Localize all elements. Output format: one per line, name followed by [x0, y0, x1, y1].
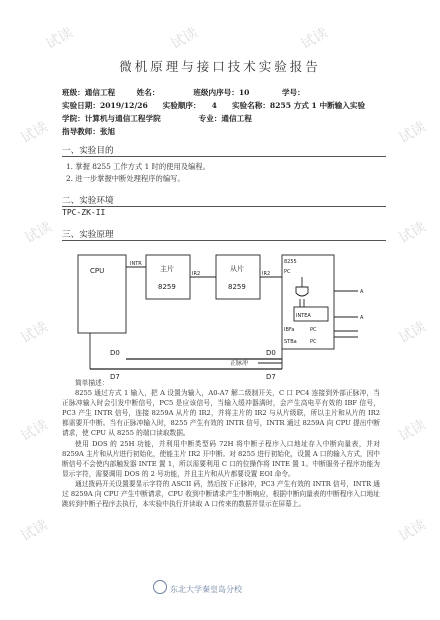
- watermark-text: 试读: [396, 318, 429, 347]
- master-label-1: 主片: [160, 265, 174, 273]
- pc-top-label: PC: [284, 269, 291, 275]
- slave-8259-box: [216, 255, 260, 299]
- watermark-text: 试读: [396, 118, 429, 147]
- watermark-text: 试读: [43, 24, 76, 53]
- info-row-4: [62, 126, 115, 137]
- watermark-text: 试读: [396, 416, 429, 445]
- info-row-3: [62, 113, 252, 124]
- section-heading-purpose: 一、实验目的: [62, 146, 114, 156]
- university-logo-icon: [153, 580, 167, 594]
- section-heading-environment: 二、实验环境: [62, 196, 114, 206]
- section-rule: [62, 240, 386, 241]
- class-field: 班级：通信工程: [62, 88, 116, 97]
- master-8259-box: [146, 255, 190, 299]
- pulse-label: 正脉冲: [230, 360, 249, 367]
- report-title: 微机原理与接口技术实验报告: [119, 59, 321, 74]
- order-value: 4: [211, 101, 217, 110]
- watermark-text: 试读: [298, 24, 331, 53]
- watermark-text: 试读: [18, 318, 51, 347]
- intea-label: INTEA: [296, 313, 311, 319]
- footer-university: 东北大学秦皇岛分校: [170, 585, 242, 594]
- body-text: [62, 378, 380, 509]
- ir2-master-label: IR2: [192, 271, 201, 277]
- d7-left-label: D7: [110, 373, 120, 381]
- teacher-field: 指导教师：张旭: [62, 127, 116, 136]
- watermark-text: 试读: [22, 218, 55, 247]
- purpose-item-2: 2. 进一步掌握中断处理程序的编写。: [66, 174, 185, 183]
- chip-8255-label: 8255: [284, 259, 297, 265]
- circuit-diagram: [70, 247, 370, 381]
- order-label: 实验顺序：: [162, 101, 201, 110]
- purpose-item-1: 1. 掌握 8255 工作方式 1 时的使用及编程。: [66, 162, 210, 171]
- watermark-text: 试读: [396, 516, 429, 545]
- major-field: 专业：通信工程: [198, 114, 252, 123]
- paragraph-2: 使用 DOS 的 25H 功能，并利用中断类型码 72H 将中断子程序入口地址存入中断向量表，并对 8259A 主片和从片进行初始化，使能主片 IR2 开中断。对 8255 进行初始化，设置 A 口的输入方式，因中断信号不会使内部触发器 INTE 置 1，所以需要利用 C 口的位操作将 INTE 置 1。中断服务子程序功能为显示字符，需要调用 DOS 的 2 号功能，并且主片和从片都要设置 EOI 命令。: [62, 439, 380, 478]
- watermark-text: 试读: [168, 24, 201, 53]
- name-field: 姓名：: [136, 88, 160, 97]
- ibfa-label: IBFa: [284, 327, 295, 333]
- watermark-text: 试读: [18, 118, 51, 147]
- ir2-slave-label: IR2: [262, 271, 271, 277]
- student-id-field: 学号：: [281, 88, 305, 97]
- date-field: 实验日期：2019/12/26: [62, 101, 148, 110]
- slave-label-1: 从片: [230, 265, 244, 273]
- paragraph-3: 通过拨码开关设置要显示字符的 ASCII 码，然后按下正脉冲，PC3 产生有效的 INTR 信号，INTR 通过 8259A 向 CPU 产生中断请求，CPU 收到中断请求产生中断响应，根据中断向量表的中断程序入口地址跳转到中断子程序去执行，本实验中执行并读取 A 口传来的数据并显示在屏幕上。: [62, 479, 380, 509]
- pc-b-label: PC: [310, 339, 317, 345]
- cpu-label: CPU: [90, 267, 105, 275]
- seat-number-field: 班级内序号：10: [193, 88, 250, 97]
- experiment-name-field: 实验名称：8255 方式 1 中断输入实验: [231, 101, 366, 110]
- d0-right-label: D0: [266, 349, 276, 357]
- paragraph-1: 8255 通过方式 1 输入，把 A 设置为输入，A0-A7 解二级制开关，C 口 PC4 连接到外部正脉冲，当正脉冲输入时会引发中断信号，PC5 是应该信号，当输入缓冲器满时，会产生高电平有效的 IBF 信号，PC3 产生 INTR 信号，连接 8259A 从片的 IR2，并将主片的 IR2 与从片级联，所以主片和从片的 IR2 都需要开中断。当有正脉冲输入时，8255 产生有效的 INTR 信号，INTR 通过 8259A 向 CPU 提出中断请求，使 CPU 从 8255 的端口读取数据。: [62, 389, 380, 438]
- master-label-2: 8259: [158, 283, 176, 291]
- section-heading-principle: 三、实验原理: [62, 230, 114, 240]
- slave-label-2: 8259: [228, 283, 246, 291]
- watermark-text: 试读: [18, 516, 51, 545]
- info-row-2: [62, 100, 365, 111]
- info-row-1: [62, 87, 305, 98]
- stba-label: STBa: [284, 339, 297, 345]
- environment-text: TPC-ZK-II: [62, 208, 106, 217]
- watermark-text: 试读: [396, 218, 429, 247]
- a-bottom-label: A: [360, 315, 364, 321]
- description-heading: 简单描述：: [75, 379, 109, 387]
- d7-right-label: D7: [266, 373, 276, 381]
- a-top-label: A: [360, 289, 364, 295]
- college-field: 学院：计算机与通信工程学院: [62, 114, 161, 123]
- d0-left-label: D0: [110, 349, 120, 357]
- intr-label: INTR: [130, 261, 142, 267]
- watermark-text: 试读: [18, 416, 51, 445]
- pc-a-label: PC: [310, 327, 317, 333]
- section-rule: [62, 156, 386, 157]
- section-rule: [62, 206, 386, 207]
